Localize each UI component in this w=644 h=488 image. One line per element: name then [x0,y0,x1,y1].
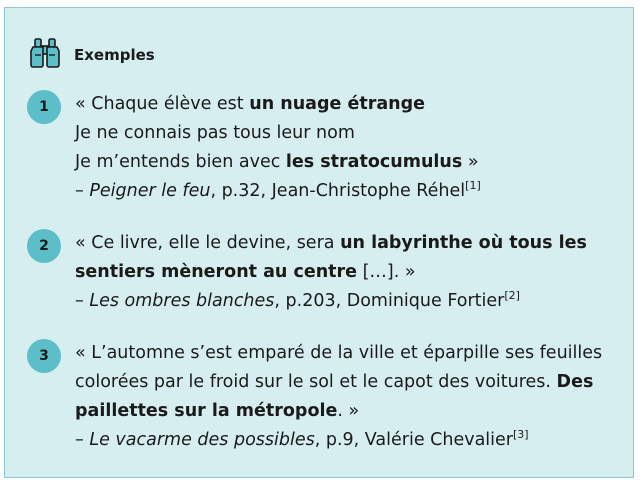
example-number-badge: 3 [27,339,61,373]
quote-line: Je ne connais pas tous leur nom [75,123,355,143]
example-number-badge: 2 [27,229,61,263]
quote-line: sentiers mèneront au centre […]. » [75,262,416,282]
quote-source: – Peigner le feu, p.32, Jean-Christophe Réhel[1] [75,179,481,201]
quote-line: « L’automne s’est emparé de la ville et éparpille ses feuilles [75,343,603,363]
book-title: Le vacarme des possibles [89,430,315,450]
example-quote [75,229,615,316]
examples-header [27,39,155,71]
quote-line: paillettes sur la métropole. » [75,401,360,421]
examples-box [4,7,634,478]
quote-source: – Les ombres blanches, p.203, Dominique Fortier[2] [75,289,520,311]
example-quote [75,90,615,206]
footnote-ref[interactable]: [2] [504,289,520,303]
quote-line: Je m’entends bien avec les stratocumulus » [75,152,479,172]
example-quote [75,339,615,455]
footnote-ref[interactable]: [3] [513,428,529,442]
quote-line: « Chaque élève est un nuage étrange [75,94,425,114]
book-title: Peigner le feu [89,181,211,201]
header-title: Exemples [74,46,155,64]
binoculars-icon [27,37,63,73]
example-number-badge: 1 [27,90,61,124]
quote-line: « Ce livre, elle le devine, sera un labyrinthe où tous les [75,233,587,253]
book-title: Les ombres blanches [89,291,275,311]
quote-source: – Le vacarme des possibles, p.9, Valérie Chevalier[3] [75,428,529,450]
footnote-ref[interactable]: [1] [465,179,481,193]
quote-line: colorées par le froid sur le sol et le capot des voitures. Des [75,372,594,392]
